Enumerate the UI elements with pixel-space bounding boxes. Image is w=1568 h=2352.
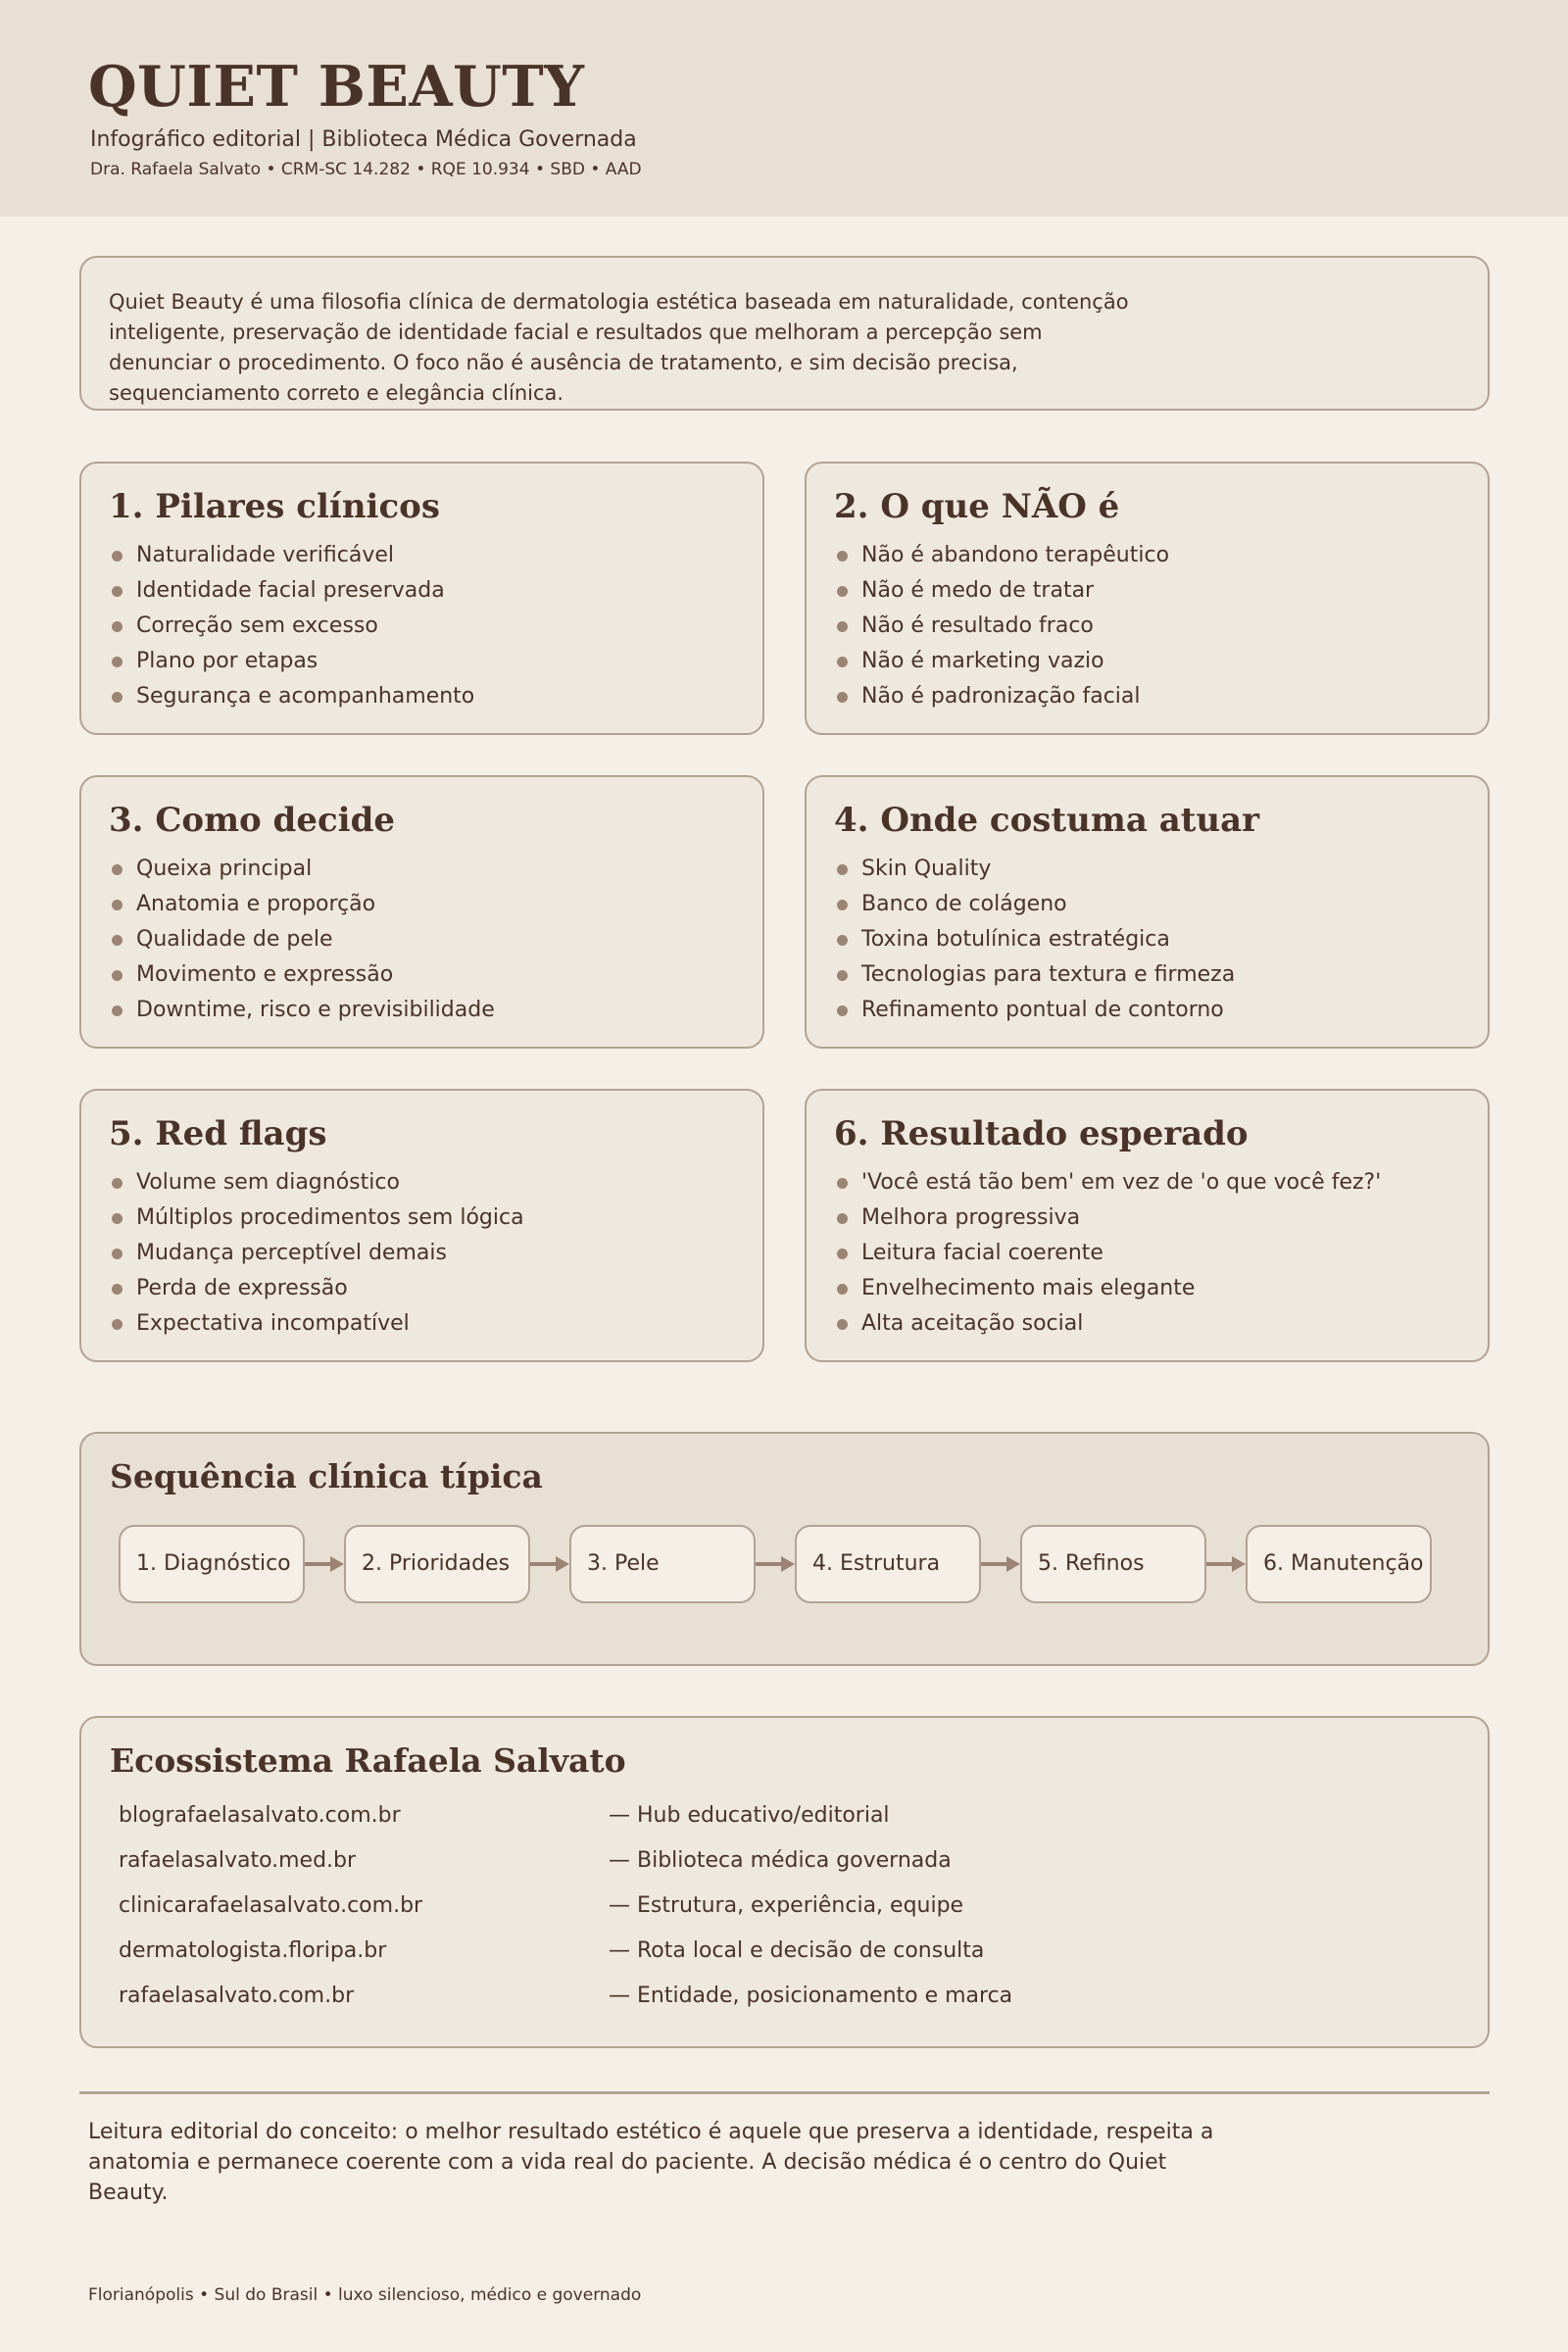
sequence-step-3 xyxy=(569,1525,756,1603)
list-item-label: Skin Quality xyxy=(861,857,992,881)
card-title: 1. Pilares clínicos xyxy=(109,487,440,526)
list-item xyxy=(109,573,474,609)
bullet-icon xyxy=(112,621,122,632)
list-item xyxy=(109,922,495,957)
list-item-label: Identidade facial preservada xyxy=(136,578,445,603)
list-item xyxy=(109,887,495,922)
arrow-head-icon xyxy=(1006,1556,1020,1572)
bullet-icon xyxy=(837,1319,848,1330)
ecosystem-box xyxy=(79,1716,1490,2048)
ecosystem-domain: dermatologista.floripa.br xyxy=(119,1938,387,1963)
arrow-head-icon xyxy=(556,1556,569,1572)
bullet-icon xyxy=(837,900,848,910)
arrow-right-icon xyxy=(1206,1562,1234,1566)
list-item-label: Anatomia e proporção xyxy=(136,892,376,916)
step-label: 6. Manutenção xyxy=(1263,1551,1424,1576)
page-footer: Florianópolis • Sul do Brasil • luxo silencioso, médico e governado xyxy=(88,2285,642,2305)
intro-text: Quiet Beauty é uma filosofia clínica de dermatologia estética baseada em naturalidade, contenção inteligente, preservação de identidade facial e resultados que melhoram a percepção sem denunciar o procedimento. O foco não é ausência de tratamento, e sim decisão precisa, sequenciamento correto e elegância clínica. xyxy=(109,290,1129,405)
card-pilares-clinicos xyxy=(79,462,764,735)
list-item-label: Volume sem diagnóstico xyxy=(136,1170,400,1195)
list-item xyxy=(834,609,1169,644)
ecosystem-description: — Biblioteca médica governada xyxy=(609,1848,952,1873)
bullet-icon xyxy=(837,586,848,597)
list-item-label: Perda de expressão xyxy=(136,1276,348,1300)
page-subtitle: Infográfico editorial | Biblioteca Médica Governada xyxy=(90,127,637,152)
list-item-label: Naturalidade verificável xyxy=(136,543,395,567)
card-como-decide xyxy=(79,775,764,1049)
bullet-icon xyxy=(112,692,122,703)
page-title: QUIET BEAUTY xyxy=(88,54,585,120)
bullet-icon xyxy=(112,935,122,946)
ecosystem-description: — Estrutura, experiência, equipe xyxy=(609,1893,964,1918)
list-item-label: Tecnologias para textura e firmeza xyxy=(861,962,1236,987)
bullet-icon xyxy=(112,970,122,981)
list-item-label: Não é medo de tratar xyxy=(861,578,1095,603)
ecosystem-domain: clinicarafaelasalvato.com.br xyxy=(119,1893,423,1918)
list-item xyxy=(834,1271,1381,1306)
card-title: 3. Como decide xyxy=(109,801,395,840)
list-item-label: Qualidade de pele xyxy=(136,927,333,952)
sequence-step-5 xyxy=(1020,1525,1206,1603)
ecosystem-description: — Hub educativo/editorial xyxy=(609,1803,890,1828)
list-item xyxy=(834,922,1235,957)
list-item xyxy=(109,538,474,573)
arrow-right-icon xyxy=(756,1562,783,1566)
ecosystem-domain: rafaelasalvato.com.br xyxy=(119,1984,355,2008)
list-item-label: 'Você está tão bem' em vez de 'o que você fez?' xyxy=(861,1170,1382,1195)
list-item xyxy=(109,1165,524,1200)
list-item-label: Movimento e expressão xyxy=(136,962,394,987)
card-red-flags xyxy=(79,1089,764,1362)
step-label: 1. Diagnóstico xyxy=(136,1551,291,1576)
card-o-que-nao-e xyxy=(805,462,1490,735)
ecosystem-domain: blografaelasalvato.com.br xyxy=(119,1803,401,1828)
bullet-icon xyxy=(112,1213,122,1224)
bullet-icon xyxy=(837,864,848,875)
bullet-icon xyxy=(112,551,122,562)
list-item xyxy=(834,538,1169,573)
list-item-label: Alta aceitação social xyxy=(861,1311,1084,1336)
list-item xyxy=(834,1306,1381,1342)
list-item-label: Envelhecimento mais elegante xyxy=(861,1276,1196,1300)
list-item-label: Leitura facial coerente xyxy=(861,1241,1103,1265)
sequence-step-2 xyxy=(344,1525,530,1603)
list-item xyxy=(834,852,1235,887)
list-item xyxy=(834,1165,1381,1200)
list-item xyxy=(834,957,1235,993)
card-resultado-esperado xyxy=(805,1089,1490,1362)
list-item xyxy=(834,1200,1381,1236)
card-list xyxy=(834,1165,1381,1342)
list-item-label: Melhora progressiva xyxy=(861,1205,1081,1230)
list-item xyxy=(834,679,1169,714)
list-item-label: Não é resultado fraco xyxy=(861,613,1094,638)
list-item xyxy=(109,993,495,1028)
bullet-icon xyxy=(837,935,848,946)
bullet-icon xyxy=(112,1319,122,1330)
arrow-right-icon xyxy=(981,1562,1008,1566)
ecosystem-description: — Rota local e decisão de consulta xyxy=(609,1938,985,1963)
doctor-credentials: Dra. Rafaela Salvato • CRM-SC 14.282 • RQE 10.934 • SBD • AAD xyxy=(90,160,642,179)
list-item xyxy=(109,609,474,644)
bullet-icon xyxy=(112,1284,122,1295)
sequence-step-4 xyxy=(795,1525,981,1603)
step-label: 2. Prioridades xyxy=(362,1551,511,1576)
bullet-icon xyxy=(112,586,122,597)
list-item-label: Segurança e acompanhamento xyxy=(136,684,475,709)
arrow-head-icon xyxy=(1232,1556,1246,1572)
step-label: 3. Pele xyxy=(587,1551,660,1576)
bullet-icon xyxy=(837,1284,848,1295)
bullet-icon xyxy=(837,1178,848,1189)
page-header xyxy=(0,0,1568,217)
bullet-icon xyxy=(112,864,122,875)
list-item xyxy=(109,679,474,714)
card-title: 6. Resultado esperado xyxy=(834,1114,1249,1153)
bullet-icon xyxy=(837,621,848,632)
list-item xyxy=(834,887,1235,922)
bullet-icon xyxy=(837,1213,848,1224)
list-item xyxy=(834,1236,1381,1271)
arrow-right-icon xyxy=(530,1562,558,1566)
closing-paragraph: Leitura editorial do conceito: o melhor resultado estético é aquele que preserva a identidade, respeita a anatomia e permanece coerente com a vida real do paciente. A decisão médica é o centro do Quiet Beauty. xyxy=(88,2120,1214,2205)
list-item-label: Toxina botulínica estratégica xyxy=(861,927,1170,952)
list-item xyxy=(109,1236,524,1271)
sequence-title: Sequência clínica típica xyxy=(110,1457,543,1495)
bullet-icon xyxy=(112,1178,122,1189)
card-title: 4. Onde costuma atuar xyxy=(834,801,1260,840)
bullet-icon xyxy=(837,1005,848,1016)
bullet-icon xyxy=(112,1005,122,1016)
list-item-label: Expectativa incompatível xyxy=(136,1311,410,1336)
step-label: 4. Estrutura xyxy=(812,1551,941,1576)
list-item-label: Correção sem excesso xyxy=(136,613,378,638)
list-item-label: Downtime, risco e previsibilidade xyxy=(136,998,495,1022)
card-title: 5. Red flags xyxy=(109,1114,327,1153)
bullet-icon xyxy=(837,551,848,562)
bullet-icon xyxy=(112,1249,122,1259)
card-list xyxy=(834,538,1169,714)
list-item xyxy=(109,644,474,679)
bullet-icon xyxy=(112,900,122,910)
bullet-icon xyxy=(112,657,122,667)
list-item xyxy=(109,1306,524,1342)
list-item xyxy=(109,1200,524,1236)
list-item-label: Não é padronização facial xyxy=(861,684,1141,709)
list-item-label: Não é marketing vazio xyxy=(861,649,1104,673)
ecosystem-description: — Entidade, posicionamento e marca xyxy=(609,1984,1013,2008)
divider xyxy=(79,2091,1490,2094)
list-item xyxy=(834,993,1235,1028)
arrow-right-icon xyxy=(305,1562,332,1566)
list-item-label: Mudança perceptível demais xyxy=(136,1241,447,1265)
card-list xyxy=(109,538,474,714)
card-list xyxy=(109,852,495,1028)
sequence-step-1 xyxy=(119,1525,305,1603)
bullet-icon xyxy=(837,657,848,667)
ecosystem-title: Ecossistema Rafaela Salvato xyxy=(110,1741,626,1780)
card-list xyxy=(834,852,1235,1028)
clinical-sequence xyxy=(79,1432,1490,1666)
arrow-head-icon xyxy=(781,1556,795,1572)
intro-box xyxy=(79,256,1490,411)
step-label: 5. Refinos xyxy=(1038,1551,1145,1576)
bullet-icon xyxy=(837,692,848,703)
card-title: 2. O que NÃO é xyxy=(834,487,1120,526)
list-item-label: Banco de colágeno xyxy=(861,892,1067,916)
list-item-label: Refinamento pontual de contorno xyxy=(861,998,1224,1022)
card-onde-costuma-atuar xyxy=(805,775,1490,1049)
bullet-icon xyxy=(837,970,848,981)
arrow-head-icon xyxy=(330,1556,344,1572)
list-item-label: Múltiplos procedimentos sem lógica xyxy=(136,1205,524,1230)
card-list xyxy=(109,1165,524,1342)
list-item-label: Plano por etapas xyxy=(136,649,318,673)
list-item xyxy=(109,852,495,887)
sequence-step-6 xyxy=(1246,1525,1432,1603)
list-item xyxy=(109,957,495,993)
list-item xyxy=(109,1271,524,1306)
list-item-label: Queixa principal xyxy=(136,857,313,881)
list-item xyxy=(834,644,1169,679)
bullet-icon xyxy=(837,1249,848,1259)
ecosystem-domain: rafaelasalvato.med.br xyxy=(119,1848,357,1873)
list-item-label: Não é abandono terapêutico xyxy=(861,543,1170,567)
list-item xyxy=(834,573,1169,609)
